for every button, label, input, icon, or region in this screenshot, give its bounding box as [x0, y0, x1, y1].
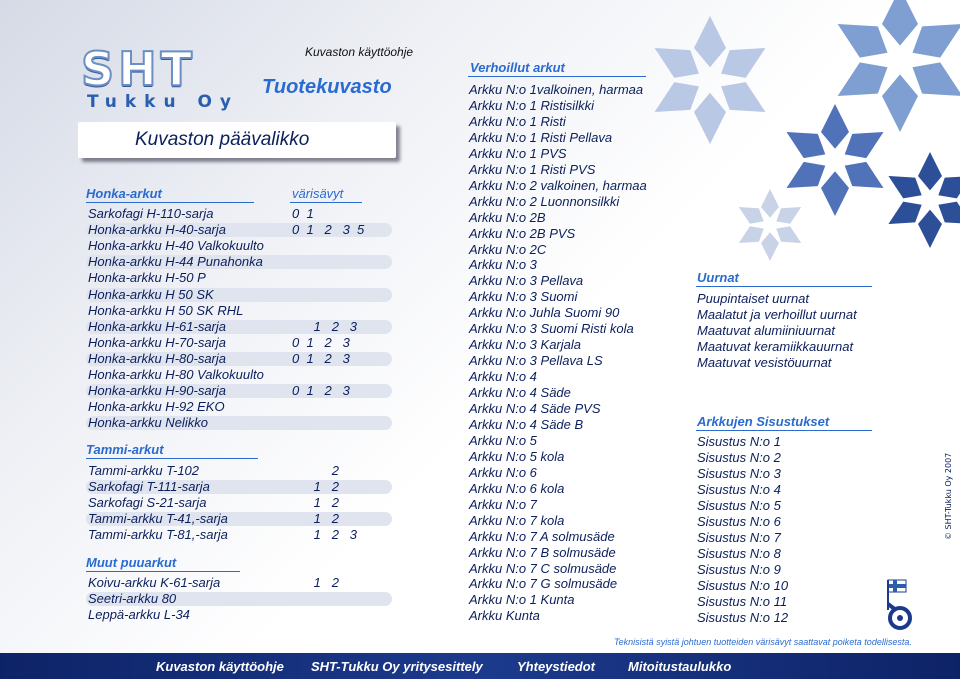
list-item[interactable]: Arkku N:o 5 — [469, 432, 537, 448]
list-item[interactable]: Arkku N:o 7 — [469, 496, 537, 512]
list-item[interactable]: Arkku N:o 6 — [469, 464, 537, 480]
list-item[interactable]: Arkku N:o 5 kola — [469, 448, 565, 464]
color-options[interactable]: 0 1 2 3 — [292, 383, 350, 399]
list-item[interactable]: Arkku N:o 1 Risti Pellava — [469, 129, 613, 145]
product-name[interactable]: Honka-arkku H 50 SK RHL — [88, 302, 244, 318]
list-item[interactable]: Arkku N:o 1valkoinen, harmaa — [469, 82, 644, 97]
product-name[interactable]: Sarkofagi H-110-sarja — [88, 206, 214, 221]
product-row[interactable] — [86, 270, 392, 286]
catalog-title: Tuotekuvasto — [262, 76, 392, 98]
list-item[interactable]: Sisustus N:o 7 — [697, 530, 781, 545]
product-row[interactable] — [86, 607, 392, 623]
colors-label: värisävyt — [292, 186, 344, 201]
product-name[interactable]: Tammi-arkku T-81,-sarja — [88, 527, 228, 543]
list-item[interactable]: Arkku N:o 3 Suomi — [469, 289, 578, 305]
list-item[interactable]: Arkku N:o 3 Pellava LS — [469, 353, 603, 369]
product-row[interactable] — [86, 351, 392, 367]
list-item[interactable]: Maatuvat vesistöuurnat — [697, 355, 832, 370]
product-row[interactable] — [86, 367, 392, 383]
color-options[interactable]: 0 1 2 3 — [292, 334, 350, 350]
list-item[interactable]: Arkku N:o 6 kola — [469, 480, 565, 496]
color-options[interactable]: 1 2 — [292, 575, 339, 590]
product-name[interactable]: Honka-arkku H-44 Punahonka — [88, 254, 263, 270]
list-item[interactable]: Arkku Kunta — [469, 608, 540, 624]
product-row[interactable] — [86, 206, 392, 222]
list-item[interactable]: Arkku N:o Juhla Suomi 90 — [469, 305, 620, 321]
product-row[interactable] — [86, 591, 392, 607]
list-item[interactable]: Arkku N:o 2 Luonnonsilkki — [469, 193, 620, 209]
color-options[interactable]: 2 — [292, 463, 339, 478]
section-muut-heading: Muut puuarkut — [86, 555, 177, 570]
product-row[interactable] — [86, 399, 392, 415]
section-divider — [86, 458, 258, 459]
color-options[interactable]: 1 2 3 — [292, 318, 358, 334]
list-item[interactable]: Maatuvat keramiikkauurnat — [697, 339, 854, 354]
color-options[interactable]: 1 2 — [292, 511, 339, 527]
list-item[interactable]: Arkku N:o 7 B solmusäde — [469, 544, 616, 560]
list-item[interactable]: Arkku N:o 4 Säde — [469, 385, 571, 401]
list-item[interactable]: Arkku N:o 4 — [469, 369, 537, 385]
list-item[interactable]: Arkku N:o 1 Kunta — [469, 592, 575, 608]
doc-label: Kuvaston käyttöohje — [305, 45, 414, 59]
list-item[interactable]: Arkku N:o 4 Säde PVS — [469, 401, 601, 416]
list-item[interactable]: Arkku N:o 3 Pellava — [469, 273, 584, 289]
product-row[interactable] — [86, 575, 392, 591]
list-item[interactable]: Puupintaiset uurnat — [697, 291, 810, 306]
footer-link-yritysesittely[interactable]: SHT-Tukku Oy yritysesittely — [311, 659, 483, 674]
list-item[interactable]: Arkku N:o 3 Karjala — [469, 337, 581, 353]
product-name[interactable]: Honka-arkku H-80-sarja — [88, 350, 226, 366]
key-flag-icon — [880, 574, 920, 634]
list-item[interactable]: Arkku N:o 2 valkoinen, harmaa — [469, 177, 647, 193]
section-divider — [696, 430, 872, 431]
color-options[interactable]: 1 2 — [292, 495, 339, 511]
product-name[interactable]: Honka-arkku H-92 EKO — [88, 399, 225, 415]
product-name[interactable]: Honka-arkku H-90-sarja — [88, 383, 226, 399]
product-row[interactable] — [86, 415, 392, 431]
product-name[interactable]: Tammi-arkku T-102 — [88, 463, 200, 478]
section-tammi-heading: Tammi-arkut — [86, 442, 164, 457]
list-item[interactable]: Arkku N:o 3 Suomi Risti kola — [469, 321, 634, 337]
color-options[interactable]: 1 2 3 — [292, 527, 358, 543]
product-name[interactable]: Tammi-arkku T-41,-sarja — [88, 511, 228, 527]
product-name[interactable]: Honka-arkku H-61-sarja — [88, 318, 226, 334]
color-options[interactable]: 1 2 — [292, 479, 339, 495]
product-row[interactable] — [86, 254, 392, 270]
list-item[interactable]: Arkku N:o 7 G solmusäde — [469, 576, 618, 592]
list-item[interactable]: Arkku N:o 1 PVS — [469, 145, 567, 161]
product-row[interactable] — [86, 527, 392, 543]
product-name[interactable]: Honka-arkku Nelikko — [88, 415, 208, 431]
list-item[interactable]: Arkku N:o 1 Risti — [469, 113, 566, 129]
list-item[interactable]: Sisustus N:o 9 — [697, 562, 781, 577]
list-item[interactable]: Sisustus N:o 12 — [697, 610, 789, 625]
product-name[interactable]: Sarkofagi S-21-sarja — [88, 495, 207, 511]
product-name[interactable]: Seetri-arkku 80 — [88, 591, 177, 607]
color-options[interactable]: 0 1 2 3 — [292, 350, 350, 366]
section-verhoillut-heading: Verhoillut arkut — [470, 60, 565, 75]
list-item[interactable]: Sisustus N:o 5 — [697, 498, 781, 513]
product-row[interactable] — [86, 495, 392, 511]
product-name[interactable]: Sarkofagi T-111-sarja — [88, 479, 210, 495]
product-row[interactable] — [86, 222, 392, 238]
section-divider — [696, 286, 872, 287]
logo-brand: SHT — [81, 42, 197, 96]
product-name[interactable]: Honka-arkku H-50 P — [88, 270, 206, 286]
list-item[interactable]: Arkku N:o 1 Ristisilkki — [469, 97, 594, 113]
product-name[interactable]: Koivu-arkku K-61-sarja — [88, 575, 221, 590]
product-row[interactable] — [86, 335, 392, 351]
section-divider — [468, 76, 646, 77]
product-name[interactable]: Honka-arkku H-80 Valkokuulto — [88, 367, 264, 382]
list-item[interactable]: Arkku N:o 3 — [469, 257, 537, 273]
footer-link-yhteystiedot[interactable]: Yhteystiedot — [517, 659, 596, 674]
page-title: Kuvaston päävalikko — [135, 129, 310, 150]
list-item[interactable]: Arkku N:o 7 kola — [469, 512, 565, 528]
list-item[interactable]: Sisustus N:o 8 — [697, 546, 781, 561]
list-item[interactable]: Maatuvat alumiiniuurnat — [697, 323, 836, 338]
product-name[interactable]: Honka-arkku H 50 SK — [88, 286, 214, 302]
company-logo — [75, 44, 243, 114]
list-item[interactable]: Sisustus N:o 4 — [697, 482, 781, 497]
product-name[interactable]: Honka-arkku H-70-sarja — [88, 334, 226, 350]
footer-link-mitoitustaulukko[interactable]: Mitoitustaulukko — [628, 659, 732, 674]
color-options[interactable]: 0 1 2 3 5 — [292, 222, 365, 238]
list-item[interactable]: Sisustus N:o 2 — [697, 450, 781, 465]
list-item[interactable]: Arkku N:o 2C — [469, 241, 547, 257]
list-item[interactable]: Arkku N:o 1 Risti PVS — [469, 161, 596, 177]
product-row[interactable] — [86, 319, 392, 335]
section-honka-heading: Honka-arkut — [86, 186, 162, 201]
list-item[interactable]: Arkku N:o 4 Säde B — [469, 416, 584, 432]
list-item[interactable]: Arkku N:o 2B — [469, 209, 546, 225]
list-item[interactable]: Sisustus N:o 3 — [697, 466, 781, 481]
product-name[interactable]: Honka-arkku H-40-sarja — [88, 222, 226, 238]
list-item[interactable]: Sisustus N:o 6 — [697, 514, 781, 529]
list-item[interactable]: Sisustus N:o 1 — [697, 434, 781, 449]
product-row[interactable] — [86, 511, 392, 527]
product-row[interactable] — [86, 383, 392, 399]
product-row[interactable] — [86, 463, 392, 479]
list-item[interactable]: Sisustus N:o 10 — [697, 578, 789, 593]
footer-link-kayttoohje[interactable]: Kuvaston käyttöohje — [156, 659, 284, 674]
list-item[interactable]: Arkku N:o 7 A solmusäde — [469, 528, 615, 544]
product-row[interactable] — [86, 303, 392, 319]
list-item[interactable]: Arkku N:o 7 C solmusäde — [469, 560, 617, 576]
product-row[interactable] — [86, 238, 392, 254]
product-row[interactable] — [86, 479, 392, 495]
copyright-text: © SHT-Tukku Oy 2007 — [944, 452, 953, 540]
logo-subtitle: Tukku Oy — [87, 92, 239, 112]
disclaimer-text: Teknisistä syistä johtuen tuotteiden värisävyt saattavat poiketa todellisesta. — [614, 637, 912, 647]
product-name[interactable]: Leppä-arkku L-34 — [88, 607, 190, 623]
section-divider — [86, 571, 240, 572]
product-row[interactable] — [86, 287, 392, 303]
section-sisustukset-heading: Arkkujen Sisustukset — [697, 414, 830, 429]
section-uurnat-heading: Uurnat — [697, 270, 739, 285]
color-options[interactable]: 0 1 — [292, 206, 314, 221]
list-item[interactable]: Arkku N:o 2B PVS — [469, 225, 576, 241]
section-divider — [290, 202, 362, 203]
list-item[interactable]: Sisustus N:o 11 — [697, 594, 788, 609]
section-divider — [86, 202, 254, 203]
snowflake-decoration — [600, 0, 960, 270]
list-item[interactable]: Maalatut ja verhoillut uurnat — [697, 307, 857, 322]
product-name[interactable]: Honka-arkku H-40 Valkokuulto — [88, 238, 264, 254]
